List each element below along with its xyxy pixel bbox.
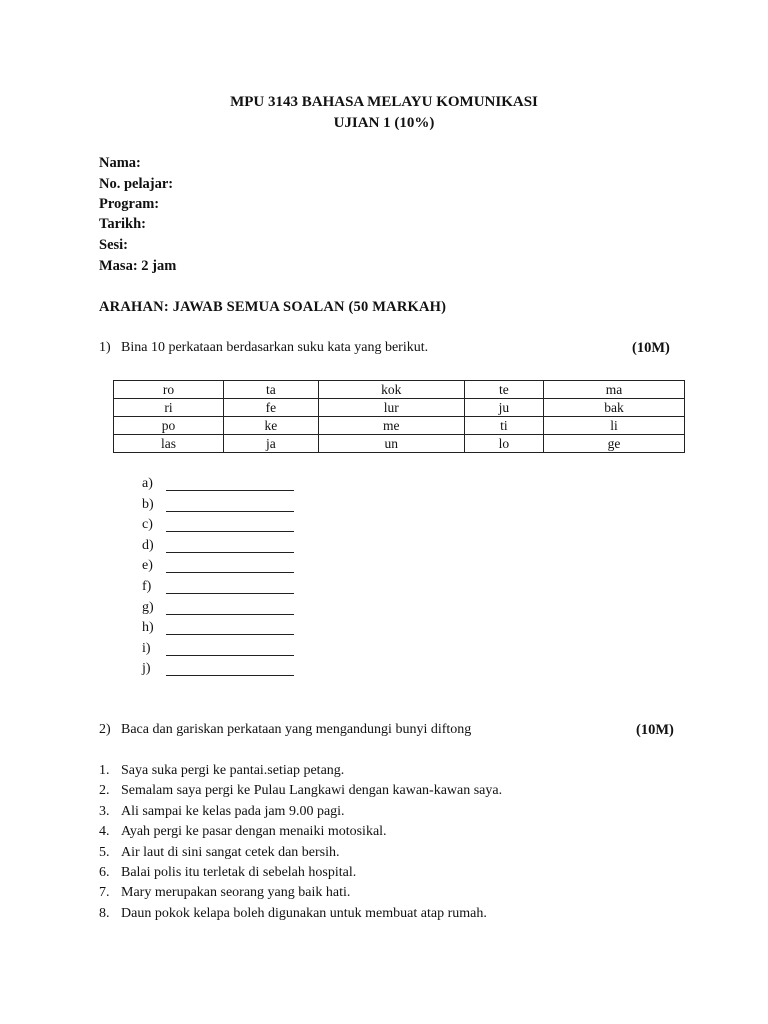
syllable-cell: li (543, 417, 684, 435)
question-1-text: Bina 10 perkataan berdasarkan suku kata yang berikut. (121, 340, 429, 355)
syllable-cell: po (114, 417, 224, 435)
answer-item (142, 517, 164, 533)
answer-label: c) (142, 517, 153, 533)
syllable-cell: ma (543, 381, 684, 399)
syllable-cell: ke (224, 417, 319, 435)
syllable-cell: ti (464, 417, 543, 435)
answer-blank-line[interactable] (166, 634, 294, 635)
sentence-number: 5. (99, 844, 110, 860)
answer-blank-line[interactable] (166, 552, 294, 553)
answer-item (142, 600, 164, 616)
syllable-row (114, 435, 685, 453)
syllable-cell: ro (114, 381, 224, 399)
answer-blank-line[interactable] (166, 511, 294, 512)
sentence-number: 6. (99, 865, 110, 880)
sentence-text: Ayah pergi ke pasar dengan menaiki motosikal. (121, 824, 387, 840)
field-student-no: No. pelajar: (99, 176, 174, 192)
answer-blank-line[interactable] (166, 490, 294, 491)
syllable-row (114, 381, 685, 399)
answer-blank-line[interactable] (166, 655, 294, 656)
answer-item (142, 579, 164, 595)
answer-item (142, 558, 164, 574)
answer-item (142, 538, 164, 554)
course-title: MPU 3143 BAHASA MELAYU KOMUNIKASI (230, 94, 538, 110)
answer-item (142, 476, 164, 492)
sentence-item (99, 865, 356, 881)
sentence-item (99, 783, 502, 799)
sentence-text: Mary merupakan seorang yang baik hati. (121, 885, 351, 901)
sentence-text: Saya suka pergi ke pantai.setiap petang. (121, 763, 345, 778)
sentence-item (99, 763, 344, 779)
answer-label: b) (142, 496, 154, 512)
sentence-item (99, 885, 350, 901)
answer-label: g) (142, 599, 154, 615)
instruction: ARAHAN: JAWAB SEMUA SOALAN (50 MARKAH) (99, 299, 447, 315)
sentence-number: 8. (99, 905, 110, 921)
answer-blank-line[interactable] (166, 593, 294, 594)
syllable-cell: me (318, 417, 464, 435)
sentence-number: 2. (99, 783, 110, 799)
syllable-table (113, 380, 685, 453)
syllable-row (114, 399, 685, 417)
syllable-cell: te (464, 381, 543, 399)
syllable-row (114, 417, 685, 435)
test-title: UJIAN 1 (10%) (333, 115, 435, 131)
question-2-number: 2) (99, 722, 111, 737)
syllable-cell: ja (224, 435, 319, 453)
answer-label: f) (142, 579, 152, 594)
answer-blank-line[interactable] (166, 572, 294, 573)
sentence-item (99, 804, 345, 820)
sentence-text: Balai polis itu terletak di sebelah hospital. (121, 865, 357, 880)
question-1-number: 1) (99, 340, 111, 355)
question-2-text: Baca dan gariskan perkataan yang mengandungi bunyi diftong (121, 722, 472, 737)
syllable-cell: las (114, 435, 224, 453)
answer-blank-line[interactable] (166, 614, 294, 615)
question-1-marks: (10M) (632, 340, 670, 356)
answer-item (142, 620, 164, 636)
answer-label: e) (142, 558, 153, 574)
sentence-number: 1. (99, 763, 110, 778)
sentence-text: Ali sampai ke kelas pada jam 9.00 pagi. (121, 803, 345, 819)
syllable-cell: kok (318, 381, 464, 399)
answer-label: i) (142, 640, 151, 656)
sentence-number: 3. (99, 803, 110, 819)
answer-label: h) (142, 620, 154, 636)
syllable-cell: lur (318, 399, 464, 417)
sentence-number: 7. (99, 885, 110, 901)
sentence-text: Semalam saya pergi ke Pulau Langkawi dengan kawan-kawan saya. (121, 783, 503, 799)
sentence-number: 4. (99, 824, 110, 840)
syllable-cell: ju (464, 399, 543, 417)
answer-item (142, 641, 164, 657)
syllable-cell: ri (114, 399, 224, 417)
answer-blank-line[interactable] (166, 675, 294, 676)
sentence-item (99, 845, 340, 861)
answer-item (142, 497, 164, 513)
sentence-text: Daun pokok kelapa boleh digunakan untuk membuat atap rumah. (121, 905, 487, 921)
sentence-item (99, 824, 387, 840)
field-session: Sesi: (99, 237, 128, 253)
syllable-cell: bak (543, 399, 684, 417)
sentence-text: Air laut di sini sangat cetek dan bersih. (121, 844, 340, 860)
field-name: Nama: (99, 155, 141, 171)
answer-blank-line[interactable] (166, 531, 294, 532)
answer-label: a) (142, 476, 153, 491)
syllable-cell: ta (224, 381, 319, 399)
syllable-cell: lo (464, 435, 543, 453)
answer-item (142, 661, 164, 677)
syllable-cell: ge (543, 435, 684, 453)
field-date: Tarikh: (99, 216, 147, 232)
answer-label: d) (142, 537, 154, 553)
answer-label: j) (142, 661, 151, 677)
field-program: Program: (99, 196, 160, 212)
question-2-marks: (10M) (636, 722, 674, 738)
syllable-cell: un (318, 435, 464, 453)
field-duration: Masa: 2 jam (99, 258, 177, 274)
syllable-cell: fe (224, 399, 319, 417)
sentence-item (99, 906, 487, 922)
